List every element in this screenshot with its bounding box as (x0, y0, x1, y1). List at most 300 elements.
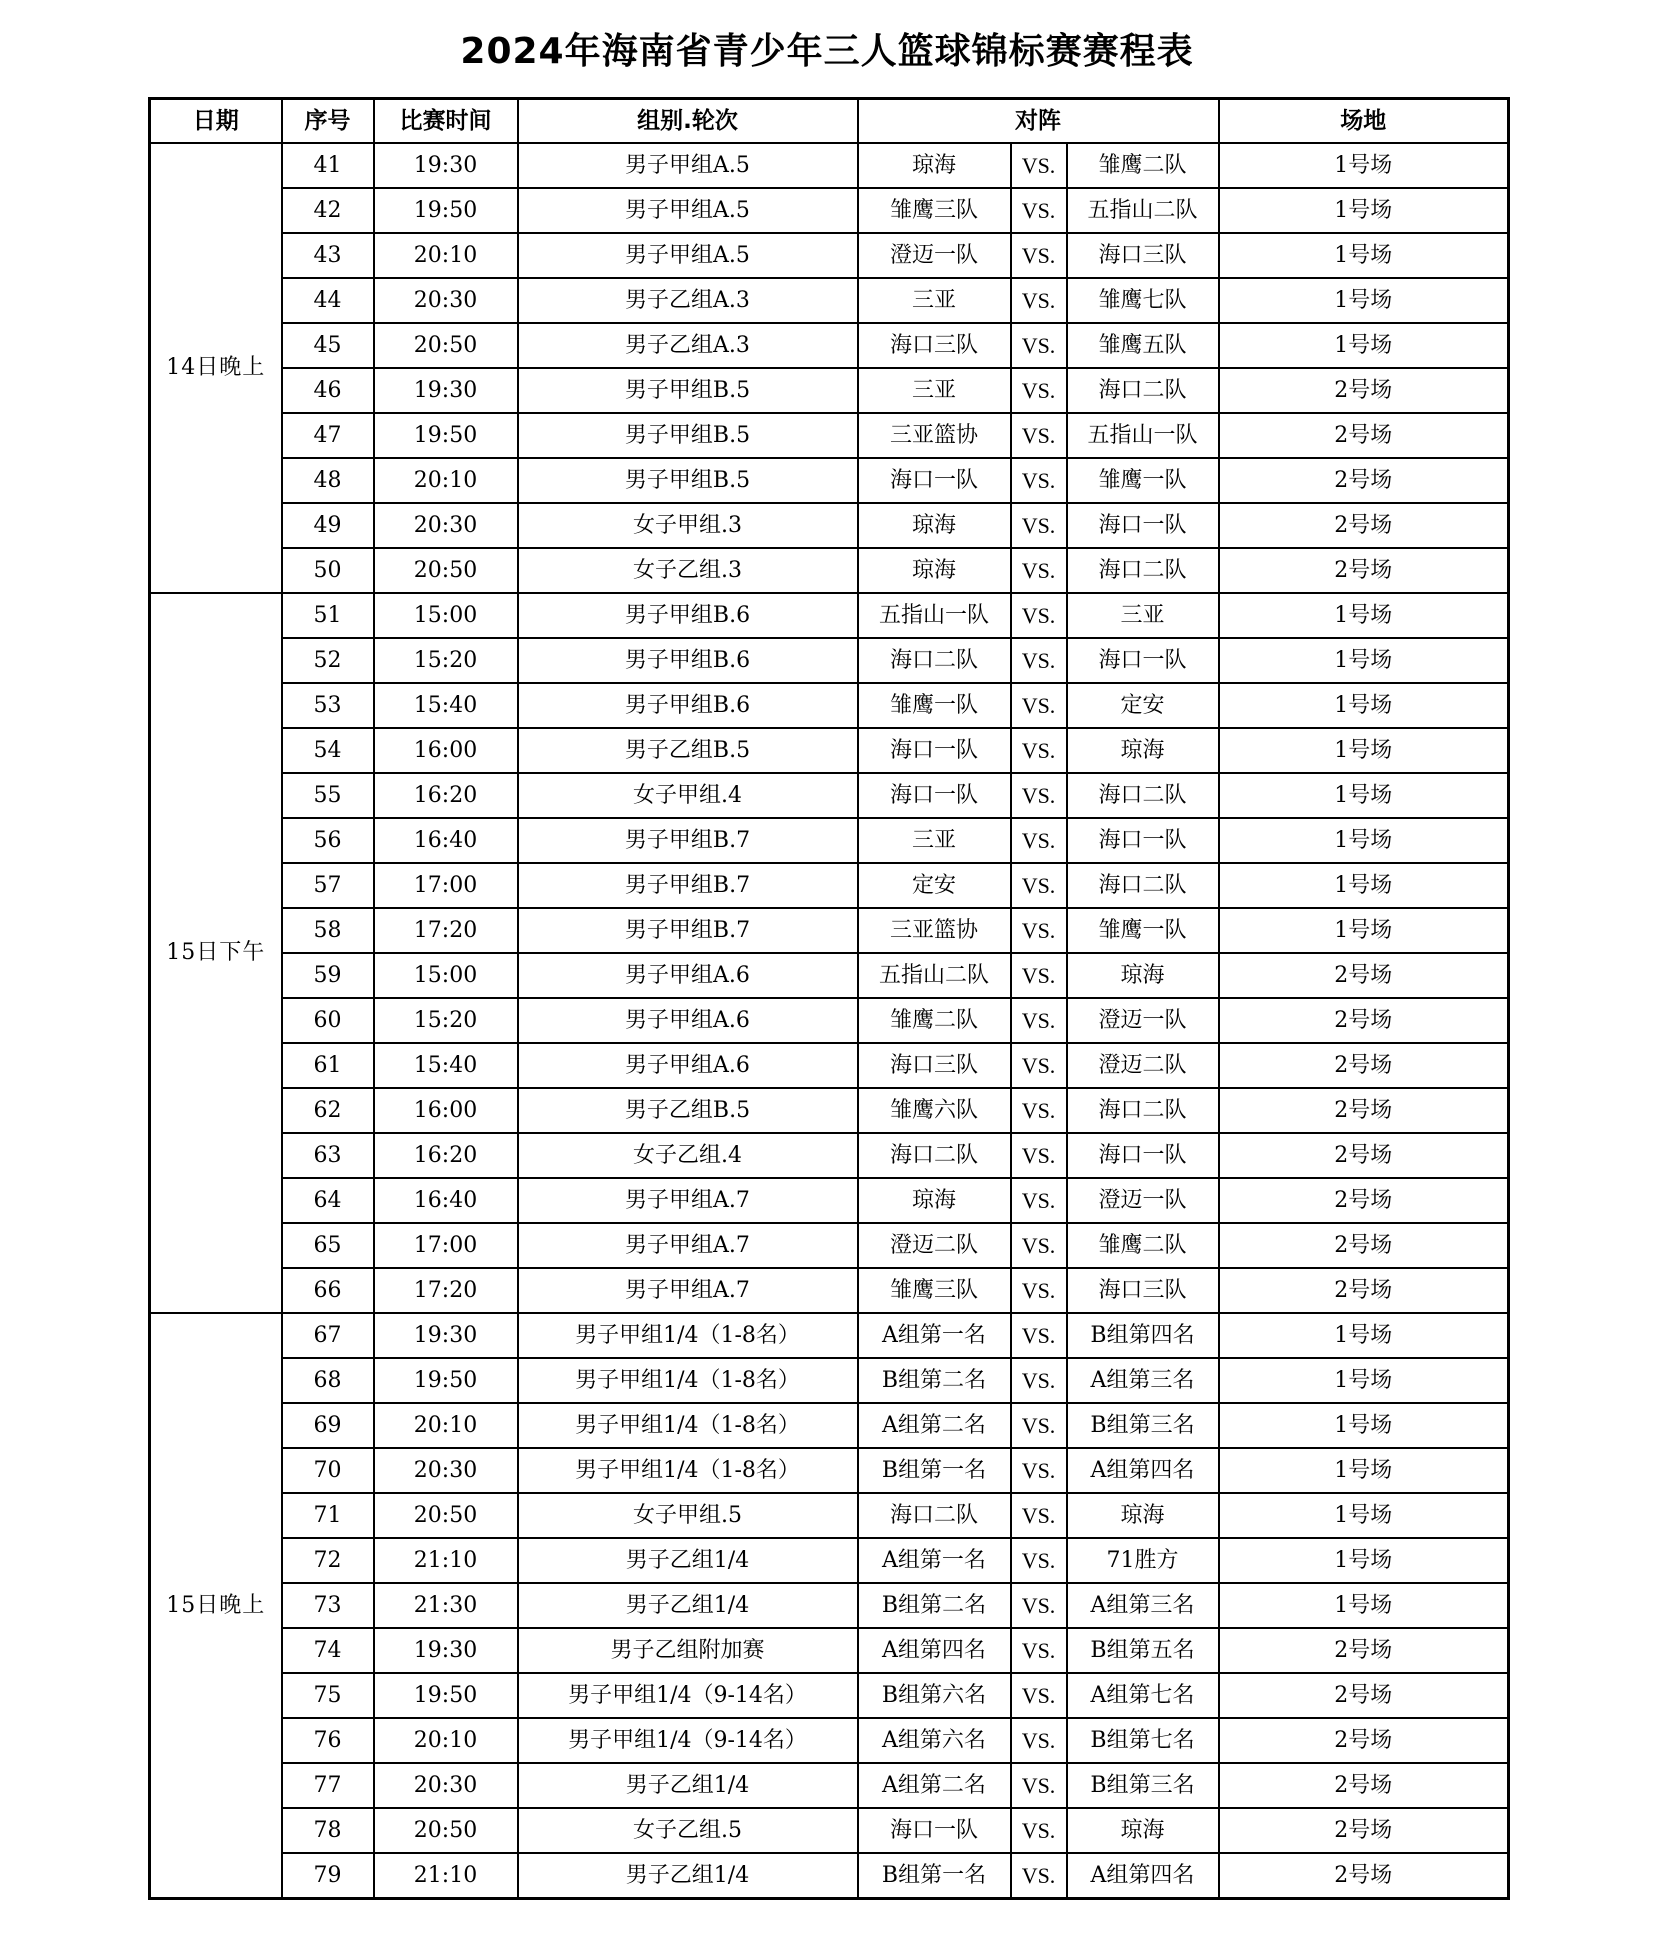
match-number-cell: 56 (282, 818, 374, 863)
match-time-cell: 15:40 (374, 683, 518, 728)
team2-cell: A组第三名 (1067, 1583, 1219, 1628)
match-time-cell: 19:30 (374, 1628, 518, 1673)
group-round-cell: 男子乙组A.3 (518, 278, 858, 323)
team2-cell: A组第四名 (1067, 1853, 1219, 1899)
table-row (150, 998, 1509, 1043)
table-row (150, 1178, 1509, 1223)
team1-cell: B组第一名 (858, 1853, 1011, 1899)
vs-cell: VS. (1011, 638, 1067, 683)
header-group: 组别.轮次 (518, 99, 858, 144)
match-number-cell: 41 (282, 143, 374, 188)
match-number-cell: 67 (282, 1313, 374, 1358)
venue-cell: 2号场 (1219, 1133, 1509, 1178)
vs-cell: VS. (1011, 1403, 1067, 1448)
match-time-cell: 20:30 (374, 278, 518, 323)
venue-cell: 2号场 (1219, 368, 1509, 413)
venue-cell: 1号场 (1219, 773, 1509, 818)
team2-cell: 雏鹰一队 (1067, 458, 1219, 503)
group-round-cell: 男子甲组B.6 (518, 593, 858, 638)
vs-cell: VS. (1011, 1583, 1067, 1628)
group-round-cell: 女子乙组.4 (518, 1133, 858, 1178)
team2-cell: 三亚 (1067, 593, 1219, 638)
table-row (150, 638, 1509, 683)
group-round-cell: 男子乙组B.5 (518, 728, 858, 773)
venue-cell: 1号场 (1219, 638, 1509, 683)
match-time-cell: 17:00 (374, 863, 518, 908)
team2-cell: B组第三名 (1067, 1403, 1219, 1448)
match-number-cell: 61 (282, 1043, 374, 1088)
team2-cell: 雏鹰五队 (1067, 323, 1219, 368)
team1-cell: 五指山一队 (858, 593, 1011, 638)
team2-cell: 雏鹰七队 (1067, 278, 1219, 323)
match-number-cell: 60 (282, 998, 374, 1043)
group-round-cell: 男子甲组1/4（1-8名） (518, 1448, 858, 1493)
venue-cell: 1号场 (1219, 863, 1509, 908)
match-number-cell: 44 (282, 278, 374, 323)
group-round-cell: 男子甲组B.6 (518, 638, 858, 683)
venue-cell: 2号场 (1219, 1178, 1509, 1223)
group-round-cell: 女子乙组.5 (518, 1808, 858, 1853)
vs-cell: VS. (1011, 1223, 1067, 1268)
match-time-cell: 20:30 (374, 503, 518, 548)
team2-cell: A组第四名 (1067, 1448, 1219, 1493)
team1-cell: 澄迈二队 (858, 1223, 1011, 1268)
match-time-cell: 20:50 (374, 323, 518, 368)
match-number-cell: 79 (282, 1853, 374, 1899)
venue-cell: 2号场 (1219, 1223, 1509, 1268)
venue-cell: 2号场 (1219, 458, 1509, 503)
venue-cell: 1号场 (1219, 593, 1509, 638)
group-round-cell: 女子甲组.3 (518, 503, 858, 548)
header-date: 日期 (150, 99, 282, 144)
venue-cell: 1号场 (1219, 278, 1509, 323)
vs-cell: VS. (1011, 1448, 1067, 1493)
match-time-cell: 17:00 (374, 1223, 518, 1268)
venue-cell: 2号场 (1219, 1808, 1509, 1853)
team2-cell: 海口二队 (1067, 368, 1219, 413)
venue-cell: 2号场 (1219, 413, 1509, 458)
team2-cell: A组第七名 (1067, 1673, 1219, 1718)
team2-cell: 海口三队 (1067, 1268, 1219, 1313)
date-cell: 15日下午 (150, 593, 282, 1313)
team1-cell: 琼海 (858, 548, 1011, 593)
team2-cell: 海口二队 (1067, 1088, 1219, 1133)
table-row (150, 908, 1509, 953)
match-time-cell: 20:30 (374, 1448, 518, 1493)
team2-cell: B组第七名 (1067, 1718, 1219, 1763)
table-row (150, 1403, 1509, 1448)
table-row (150, 503, 1509, 548)
team1-cell: A组第四名 (858, 1628, 1011, 1673)
table-row (150, 728, 1509, 773)
vs-cell: VS. (1011, 728, 1067, 773)
venue-cell: 1号场 (1219, 908, 1509, 953)
venue-cell: 1号场 (1219, 818, 1509, 863)
match-number-cell: 75 (282, 1673, 374, 1718)
group-round-cell: 男子乙组B.5 (518, 1088, 858, 1133)
match-number-cell: 57 (282, 863, 374, 908)
vs-cell: VS. (1011, 278, 1067, 323)
vs-cell: VS. (1011, 143, 1067, 188)
match-time-cell: 21:30 (374, 1583, 518, 1628)
venue-cell: 1号场 (1219, 683, 1509, 728)
table-row (150, 1628, 1509, 1673)
venue-cell: 1号场 (1219, 1403, 1509, 1448)
table-row (150, 593, 1509, 638)
vs-cell: VS. (1011, 1358, 1067, 1403)
date-cell: 14日晚上 (150, 143, 282, 593)
venue-cell: 2号场 (1219, 1088, 1509, 1133)
team1-cell: 海口二队 (858, 638, 1011, 683)
team2-cell: 澄迈一队 (1067, 998, 1219, 1043)
match-time-cell: 19:30 (374, 143, 518, 188)
venue-cell: 2号场 (1219, 1043, 1509, 1088)
vs-cell: VS. (1011, 1763, 1067, 1808)
vs-cell: VS. (1011, 1043, 1067, 1088)
group-round-cell: 男子甲组A.7 (518, 1223, 858, 1268)
team2-cell: 雏鹰二队 (1067, 143, 1219, 188)
match-time-cell: 15:00 (374, 953, 518, 998)
vs-cell: VS. (1011, 1628, 1067, 1673)
match-time-cell: 15:20 (374, 638, 518, 683)
team2-cell: A组第三名 (1067, 1358, 1219, 1403)
vs-cell: VS. (1011, 818, 1067, 863)
table-row (150, 818, 1509, 863)
vs-cell: VS. (1011, 998, 1067, 1043)
match-number-cell: 70 (282, 1448, 374, 1493)
group-round-cell: 男子甲组B.5 (518, 368, 858, 413)
table-row (150, 1223, 1509, 1268)
team1-cell: 雏鹰六队 (858, 1088, 1011, 1133)
team1-cell: 五指山二队 (858, 953, 1011, 998)
table-row (150, 1853, 1509, 1899)
team1-cell: A组第二名 (858, 1403, 1011, 1448)
vs-cell: VS. (1011, 1178, 1067, 1223)
table-row (150, 278, 1509, 323)
team1-cell: A组第一名 (858, 1538, 1011, 1583)
table-row (150, 773, 1509, 818)
vs-cell: VS. (1011, 503, 1067, 548)
group-round-cell: 男子甲组B.6 (518, 683, 858, 728)
match-number-cell: 66 (282, 1268, 374, 1313)
group-round-cell: 男子乙组1/4 (518, 1853, 858, 1899)
team1-cell: 海口二队 (858, 1133, 1011, 1178)
team1-cell: 雏鹰二队 (858, 998, 1011, 1043)
table-row (150, 1538, 1509, 1583)
table-row (150, 413, 1509, 458)
match-time-cell: 17:20 (374, 908, 518, 953)
group-round-cell: 男子甲组1/4（1-8名） (518, 1313, 858, 1358)
table-row (150, 368, 1509, 413)
vs-cell: VS. (1011, 863, 1067, 908)
match-time-cell: 20:10 (374, 233, 518, 278)
table-row (150, 548, 1509, 593)
match-number-cell: 69 (282, 1403, 374, 1448)
venue-cell: 2号场 (1219, 1628, 1509, 1673)
group-round-cell: 男子甲组B.7 (518, 863, 858, 908)
team2-cell: 海口一队 (1067, 638, 1219, 683)
table-row (150, 1718, 1509, 1763)
group-round-cell: 男子甲组A.5 (518, 233, 858, 278)
team1-cell: 海口一队 (858, 773, 1011, 818)
match-time-cell: 19:30 (374, 1313, 518, 1358)
team1-cell: 三亚 (858, 818, 1011, 863)
match-number-cell: 52 (282, 638, 374, 683)
match-number-cell: 49 (282, 503, 374, 548)
group-round-cell: 男子甲组A.7 (518, 1178, 858, 1223)
header-row (150, 99, 1509, 144)
team1-cell: 雏鹰一队 (858, 683, 1011, 728)
team2-cell: 定安 (1067, 683, 1219, 728)
match-time-cell: 20:10 (374, 458, 518, 503)
match-number-cell: 64 (282, 1178, 374, 1223)
team2-cell: 海口三队 (1067, 233, 1219, 278)
team2-cell: 五指山二队 (1067, 188, 1219, 233)
group-round-cell: 男子甲组B.7 (518, 818, 858, 863)
match-time-cell: 20:50 (374, 548, 518, 593)
match-time-cell: 20:10 (374, 1403, 518, 1448)
match-time-cell: 19:50 (374, 188, 518, 233)
vs-cell: VS. (1011, 413, 1067, 458)
team2-cell: 琼海 (1067, 1808, 1219, 1853)
table-row (150, 1493, 1509, 1538)
match-time-cell: 19:30 (374, 368, 518, 413)
table-row (150, 1268, 1509, 1313)
vs-cell: VS. (1011, 683, 1067, 728)
match-time-cell: 16:00 (374, 728, 518, 773)
team2-cell: 五指山一队 (1067, 413, 1219, 458)
team1-cell: 琼海 (858, 1178, 1011, 1223)
team2-cell: 海口二队 (1067, 773, 1219, 818)
match-number-cell: 59 (282, 953, 374, 998)
vs-cell: VS. (1011, 1313, 1067, 1358)
match-time-cell: 16:40 (374, 1178, 518, 1223)
team2-cell: 雏鹰二队 (1067, 1223, 1219, 1268)
venue-cell: 1号场 (1219, 1448, 1509, 1493)
venue-cell: 1号场 (1219, 143, 1509, 188)
venue-cell: 2号场 (1219, 503, 1509, 548)
vs-cell: VS. (1011, 1808, 1067, 1853)
vs-cell: VS. (1011, 1268, 1067, 1313)
team2-cell: 雏鹰一队 (1067, 908, 1219, 953)
vs-cell: VS. (1011, 1673, 1067, 1718)
venue-cell: 2号场 (1219, 1718, 1509, 1763)
table-row (150, 188, 1509, 233)
match-number-cell: 43 (282, 233, 374, 278)
team2-cell: 海口一队 (1067, 1133, 1219, 1178)
match-number-cell: 48 (282, 458, 374, 503)
group-round-cell: 男子甲组1/4（9-14名） (518, 1718, 858, 1763)
table-row (150, 1673, 1509, 1718)
vs-cell: VS. (1011, 1853, 1067, 1899)
match-time-cell: 21:10 (374, 1538, 518, 1583)
team2-cell: 琼海 (1067, 953, 1219, 998)
venue-cell: 1号场 (1219, 188, 1509, 233)
venue-cell: 2号场 (1219, 1853, 1509, 1899)
vs-cell: VS. (1011, 773, 1067, 818)
group-round-cell: 男子甲组B.5 (518, 458, 858, 503)
vs-cell: VS. (1011, 548, 1067, 593)
match-time-cell: 20:10 (374, 1718, 518, 1763)
team1-cell: 海口一队 (858, 458, 1011, 503)
match-number-cell: 50 (282, 548, 374, 593)
table-row (150, 1043, 1509, 1088)
match-number-cell: 65 (282, 1223, 374, 1268)
group-round-cell: 男子甲组A.7 (518, 1268, 858, 1313)
team1-cell: 三亚篮协 (858, 908, 1011, 953)
match-number-cell: 47 (282, 413, 374, 458)
table-row (150, 323, 1509, 368)
table-row (150, 683, 1509, 728)
team2-cell: B组第四名 (1067, 1313, 1219, 1358)
vs-cell: VS. (1011, 1133, 1067, 1178)
group-round-cell: 男子甲组B.7 (518, 908, 858, 953)
venue-cell: 1号场 (1219, 728, 1509, 773)
match-number-cell: 71 (282, 1493, 374, 1538)
venue-cell: 2号场 (1219, 1673, 1509, 1718)
match-number-cell: 77 (282, 1763, 374, 1808)
vs-cell: VS. (1011, 593, 1067, 638)
group-round-cell: 男子甲组1/4（1-8名） (518, 1403, 858, 1448)
team1-cell: B组第六名 (858, 1673, 1011, 1718)
team2-cell: 琼海 (1067, 1493, 1219, 1538)
team1-cell: A组第六名 (858, 1718, 1011, 1763)
match-time-cell: 20:50 (374, 1808, 518, 1853)
venue-cell: 2号场 (1219, 1763, 1509, 1808)
table-row (150, 863, 1509, 908)
team1-cell: 三亚篮协 (858, 413, 1011, 458)
team2-cell: 海口二队 (1067, 548, 1219, 593)
group-round-cell: 男子乙组1/4 (518, 1538, 858, 1583)
group-round-cell: 男子甲组A.5 (518, 188, 858, 233)
table-row (150, 1763, 1509, 1808)
table-row (150, 1088, 1509, 1133)
team2-cell: B组第五名 (1067, 1628, 1219, 1673)
match-number-cell: 72 (282, 1538, 374, 1583)
group-round-cell: 男子乙组1/4 (518, 1763, 858, 1808)
team1-cell: A组第一名 (858, 1313, 1011, 1358)
vs-cell: VS. (1011, 368, 1067, 413)
team1-cell: B组第二名 (858, 1358, 1011, 1403)
match-time-cell: 16:20 (374, 773, 518, 818)
team1-cell: 海口三队 (858, 1043, 1011, 1088)
vs-cell: VS. (1011, 953, 1067, 998)
table-row (150, 233, 1509, 278)
team2-cell: 海口二队 (1067, 863, 1219, 908)
group-round-cell: 女子乙组.3 (518, 548, 858, 593)
match-time-cell: 19:50 (374, 1673, 518, 1718)
team1-cell: 海口一队 (858, 728, 1011, 773)
vs-cell: VS. (1011, 1493, 1067, 1538)
table-row (150, 1133, 1509, 1178)
header-matchup: 对阵 (858, 99, 1219, 144)
vs-cell: VS. (1011, 458, 1067, 503)
match-time-cell: 19:50 (374, 1358, 518, 1403)
match-time-cell: 16:00 (374, 1088, 518, 1133)
header-time: 比赛时间 (374, 99, 518, 144)
vs-cell: VS. (1011, 908, 1067, 953)
schedule-body (150, 143, 1509, 1899)
team1-cell: 海口二队 (858, 1493, 1011, 1538)
table-row (150, 953, 1509, 998)
match-number-cell: 78 (282, 1808, 374, 1853)
match-number-cell: 55 (282, 773, 374, 818)
table-row (150, 1358, 1509, 1403)
match-number-cell: 54 (282, 728, 374, 773)
date-cell: 15日晚上 (150, 1313, 282, 1899)
page-title: 2024年海南省青少年三人篮球锦标赛赛程表 (460, 31, 1194, 72)
match-time-cell: 20:50 (374, 1493, 518, 1538)
team1-cell: 海口一队 (858, 1808, 1011, 1853)
team1-cell: 海口三队 (858, 323, 1011, 368)
match-time-cell: 16:20 (374, 1133, 518, 1178)
table-row (150, 1808, 1509, 1853)
match-number-cell: 62 (282, 1088, 374, 1133)
schedule-table (148, 97, 1510, 1900)
match-number-cell: 76 (282, 1718, 374, 1763)
team1-cell: B组第二名 (858, 1583, 1011, 1628)
venue-cell: 1号场 (1219, 1313, 1509, 1358)
group-round-cell: 男子甲组A.6 (518, 1043, 858, 1088)
group-round-cell: 男子甲组A.6 (518, 998, 858, 1043)
group-round-cell: 女子甲组.5 (518, 1493, 858, 1538)
team2-cell: 海口一队 (1067, 818, 1219, 863)
match-time-cell: 16:40 (374, 818, 518, 863)
venue-cell: 1号场 (1219, 1358, 1509, 1403)
match-time-cell: 17:20 (374, 1268, 518, 1313)
match-time-cell: 19:50 (374, 413, 518, 458)
match-number-cell: 45 (282, 323, 374, 368)
match-time-cell: 15:00 (374, 593, 518, 638)
table-row (150, 1313, 1509, 1358)
match-number-cell: 74 (282, 1628, 374, 1673)
group-round-cell: 男子甲组A.6 (518, 953, 858, 998)
group-round-cell: 女子甲组.4 (518, 773, 858, 818)
match-number-cell: 73 (282, 1583, 374, 1628)
match-number-cell: 58 (282, 908, 374, 953)
vs-cell: VS. (1011, 1538, 1067, 1583)
match-time-cell: 15:40 (374, 1043, 518, 1088)
venue-cell: 2号场 (1219, 1268, 1509, 1313)
table-row (150, 1448, 1509, 1493)
match-number-cell: 68 (282, 1358, 374, 1403)
venue-cell: 1号场 (1219, 323, 1509, 368)
group-round-cell: 男子乙组A.3 (518, 323, 858, 368)
table-row (150, 1583, 1509, 1628)
group-round-cell: 男子甲组A.5 (518, 143, 858, 188)
match-number-cell: 42 (282, 188, 374, 233)
venue-cell: 2号场 (1219, 548, 1509, 593)
team1-cell: 雏鹰三队 (858, 188, 1011, 233)
table-row (150, 458, 1509, 503)
vs-cell: VS. (1011, 1088, 1067, 1133)
venue-cell: 1号场 (1219, 1583, 1509, 1628)
vs-cell: VS. (1011, 1718, 1067, 1763)
team1-cell: 三亚 (858, 368, 1011, 413)
group-round-cell: 男子乙组1/4 (518, 1583, 858, 1628)
venue-cell: 1号场 (1219, 1493, 1509, 1538)
team1-cell: 琼海 (858, 503, 1011, 548)
match-time-cell: 21:10 (374, 1853, 518, 1899)
team2-cell: 琼海 (1067, 728, 1219, 773)
header-number: 序号 (282, 99, 374, 144)
match-number-cell: 51 (282, 593, 374, 638)
vs-cell: VS. (1011, 188, 1067, 233)
team1-cell: 澄迈一队 (858, 233, 1011, 278)
team1-cell: 琼海 (858, 143, 1011, 188)
team1-cell: B组第一名 (858, 1448, 1011, 1493)
team1-cell: 三亚 (858, 278, 1011, 323)
